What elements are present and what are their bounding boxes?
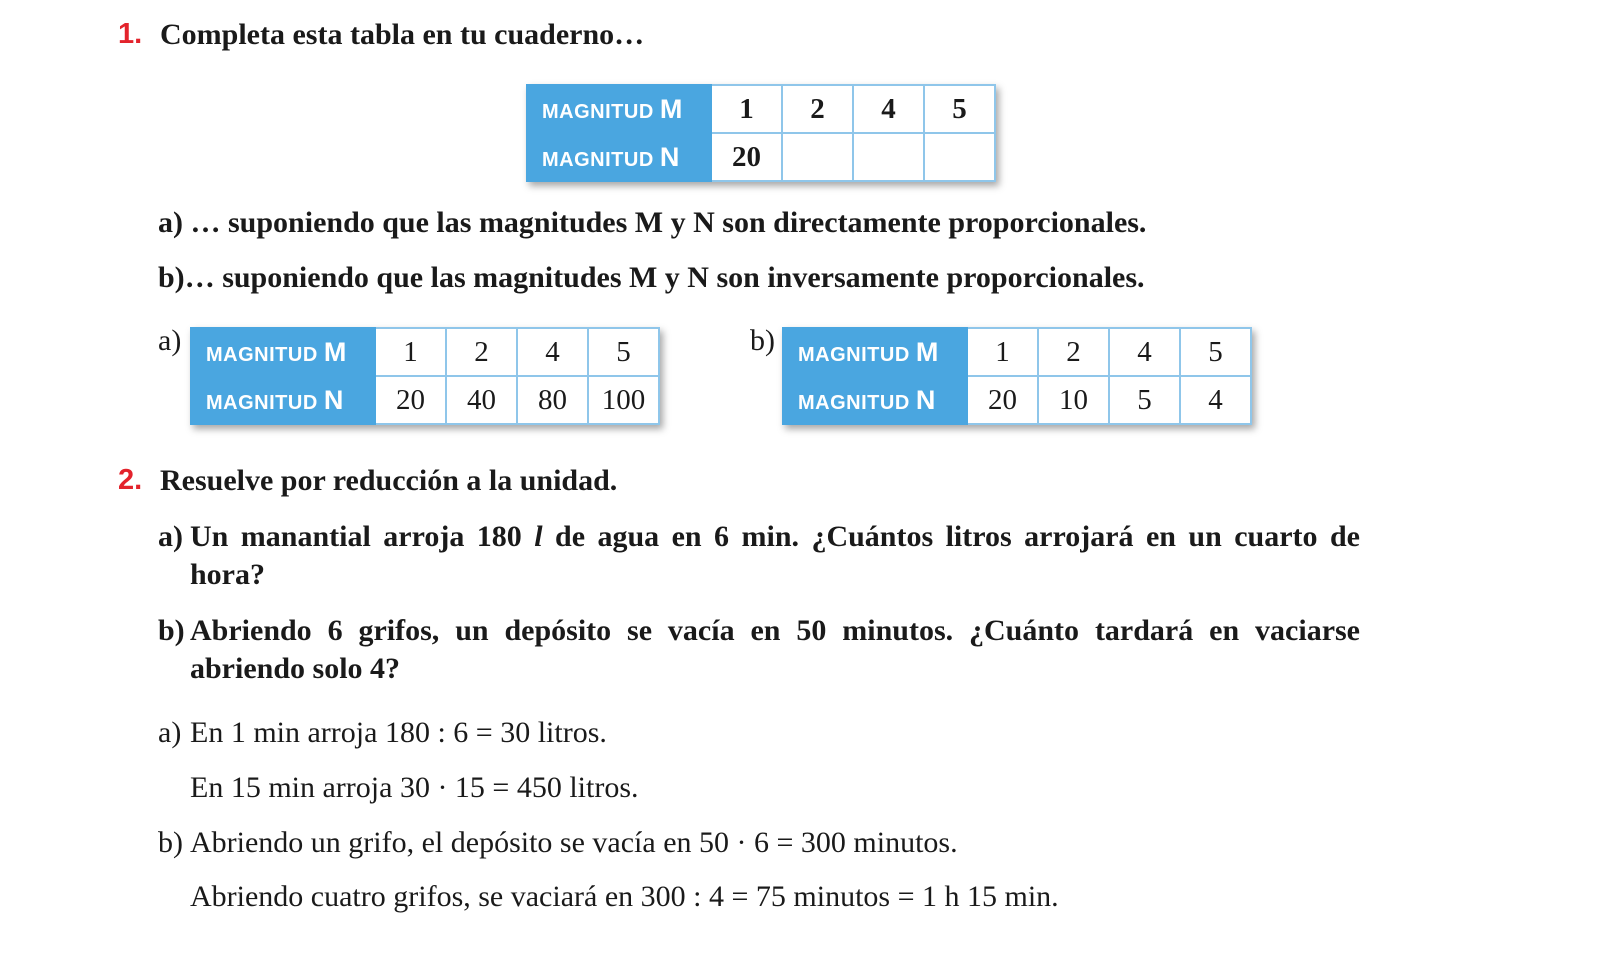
table-cell: 2 [1038, 328, 1109, 376]
table-cell: 5 [924, 85, 995, 133]
solution-b-line-1: Abriendo un grifo, el depósito se vacía en 50 · 6 = 300 minutos. [190, 826, 958, 859]
table-cell: 1 [711, 85, 782, 133]
exercise-2-item-b-text: Abriendo 6 grifos, un depósito se vacía en 50 minutos. ¿Cuánto tardará en vaciarse abriendo solo 4? [190, 614, 1360, 685]
answer-b-table [782, 327, 1252, 425]
answer-b-label: b) [750, 324, 775, 357]
table-cell [924, 133, 995, 181]
table-cell: 2 [446, 328, 517, 376]
table-cell: 20 [967, 376, 1038, 424]
table-cell: 80 [517, 376, 588, 424]
exercise-1-number: 1. [118, 18, 143, 50]
exercise-1-item-a: a) … suponiendo que las magnitudes M y N son directamente proporcionales. [158, 206, 1147, 239]
exercise-1-title: Completa esta tabla en tu cuaderno… [160, 18, 645, 51]
table-cell: 40 [446, 376, 517, 424]
table-cell: 4 [517, 328, 588, 376]
table-cell [853, 133, 924, 181]
unit-liters: l [534, 520, 543, 553]
solution-a-line-1: En 1 min arroja 180 : 6 = 30 litros. [190, 716, 607, 749]
table-cell: 20 [375, 376, 446, 424]
table-row [527, 85, 995, 133]
row-header-n: MAGNITUD N [191, 376, 375, 424]
exercise-2-item-a-label: a) [158, 520, 183, 553]
exercise-2-number: 2. [118, 464, 143, 496]
solution-a-line-2: En 15 min arroja 30 · 15 = 450 litros. [190, 771, 639, 804]
answer-a-table [190, 327, 660, 425]
solution-b-label: b) [158, 826, 183, 859]
table-cell [782, 133, 853, 181]
table-cell: 4 [1180, 376, 1251, 424]
table-row [191, 328, 659, 376]
table-cell: 1 [375, 328, 446, 376]
row-header-m: MAGNITUD M [191, 328, 375, 376]
table-cell: 1 [967, 328, 1038, 376]
row-header-m: MAGNITUD M [527, 85, 711, 133]
table-row [527, 133, 995, 181]
table-row [191, 376, 659, 424]
exercise-2-title: Resuelve por reducción a la unidad. [160, 464, 618, 497]
solution-a-label: a) [158, 716, 182, 749]
row-header-n: MAGNITUD N [527, 133, 711, 181]
answer-a-label: a) [158, 324, 182, 357]
table-row [783, 376, 1251, 424]
table-cell: 5 [1180, 328, 1251, 376]
exercise-2-item-b-label: b) [158, 614, 185, 647]
row-header-n: MAGNITUD N [783, 376, 967, 424]
exercise-1-item-b: b)… suponiendo que las magnitudes M y N son inversamente proporcionales. [158, 261, 1145, 294]
table-row [783, 328, 1251, 376]
table-cell: 4 [853, 85, 924, 133]
table-cell: 20 [711, 133, 782, 181]
table-cell: 100 [588, 376, 659, 424]
table-cell: 5 [588, 328, 659, 376]
table-cell: 2 [782, 85, 853, 133]
row-header-m: MAGNITUD M [783, 328, 967, 376]
solution-b-line-2: Abriendo cuatro grifos, se vaciará en 300 : 4 = 75 minutos = 1 h 15 min. [190, 880, 1059, 913]
table-cell: 10 [1038, 376, 1109, 424]
table-cell: 5 [1109, 376, 1180, 424]
table-cell: 4 [1109, 328, 1180, 376]
exercise-2-item-a-text: Un manantial arroja 180 l de agua en 6 min. ¿Cuántos litros arrojará en un cuarto de hora? [190, 520, 1360, 591]
question-table [526, 84, 996, 182]
